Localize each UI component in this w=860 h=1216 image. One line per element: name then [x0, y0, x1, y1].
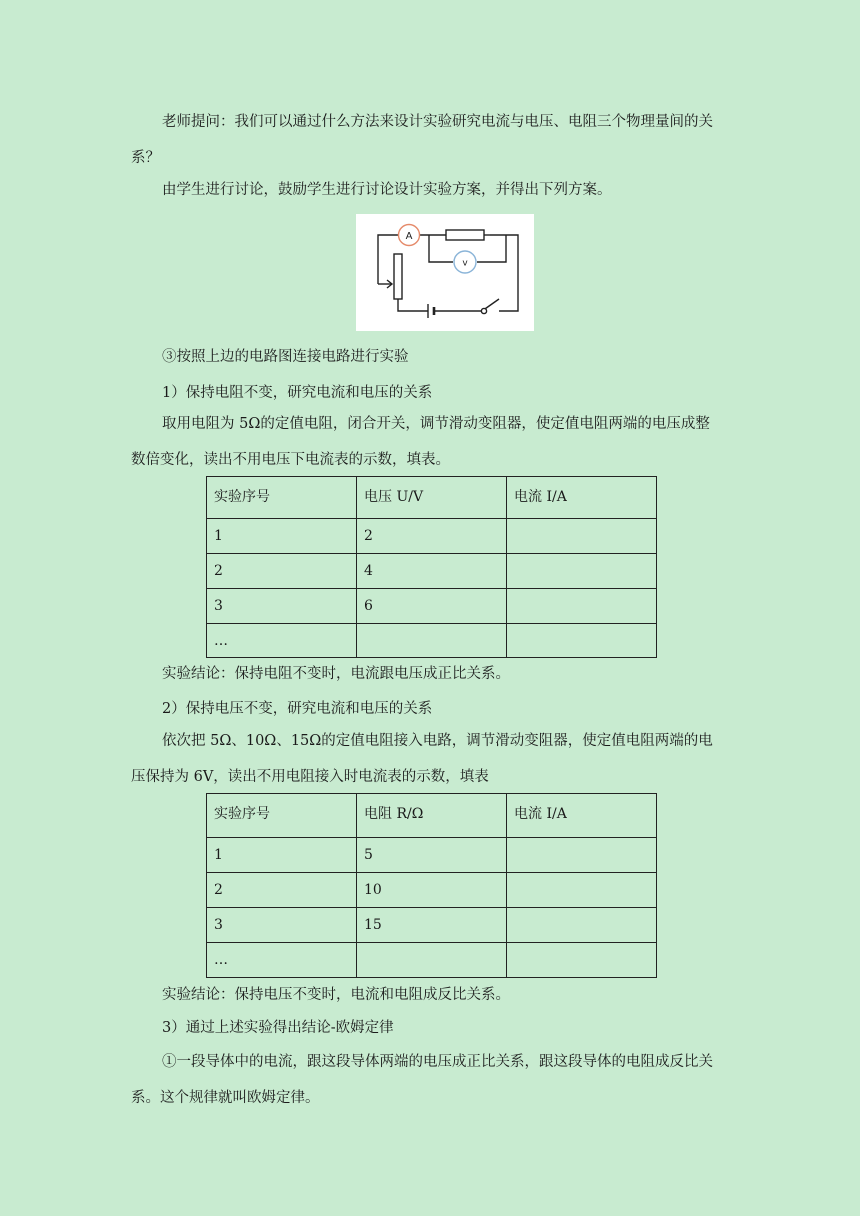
table-cell: 2 — [207, 873, 357, 908]
table-row — [207, 908, 657, 943]
table-header-cell: 电流 I/A — [507, 477, 657, 519]
table-row — [207, 873, 657, 908]
fixed-resistor — [446, 230, 484, 240]
paragraph-conclusion1: 实验结论：保持电阻不变时，电流跟电压成正比关系。 — [162, 666, 510, 682]
paragraph-ohms-law-cont: 系。这个规律就叫欧姆定律。 — [131, 1090, 320, 1106]
table-cell: 3 — [207, 908, 357, 943]
voltmeter-label: v — [462, 258, 468, 269]
table-header-cell: 电压 U/V — [357, 477, 507, 519]
circuit-diagram — [356, 214, 534, 331]
paragraph-question-cont: 系？ — [131, 150, 160, 166]
ammeter-label: A — [405, 231, 413, 242]
table-voltage-current — [206, 476, 657, 658]
wire-left — [378, 235, 399, 284]
table-cell: 1 — [207, 838, 357, 873]
paragraph-part1-method-cont: 数倍变化，读出不用电压下电流表的示数，填表。 — [131, 452, 450, 468]
paragraph-step3: ③按照上边的电路图连接电路进行实验 — [162, 349, 409, 365]
table-cell — [507, 873, 657, 908]
table-row — [207, 943, 657, 978]
paragraph-discussion: 由学生进行讨论，鼓励学生进行讨论设计实验方案，并得出下列方案。 — [162, 182, 612, 198]
wire-voltmeter-right — [477, 235, 506, 262]
paragraph-part1-method: 取用电阻为 5Ω的定值电阻，闭合开关，调节滑动变阻器，使定值电阻两端的电压成整 — [162, 416, 710, 432]
paragraph-ohms-law: ①一段导体中的电流，跟这段导体两端的电压成正比关系，跟这段导体的电阻成反比关 — [162, 1054, 713, 1070]
table-cell — [357, 624, 507, 658]
table-cell — [507, 519, 657, 554]
rheostat — [394, 254, 402, 299]
table-header-cell: 实验序号 — [207, 477, 357, 519]
table-cell — [507, 838, 657, 873]
paragraph-part2-method: 依次把 5Ω、10Ω、15Ω的定值电阻接入电路，调节滑动变阻器，使定值电阻两端的电 — [162, 733, 713, 749]
table-header-cell: 电流 I/A — [507, 794, 657, 838]
table-cell: 2 — [357, 519, 507, 554]
circuit-svg — [356, 214, 534, 331]
table-row — [207, 589, 657, 624]
table-resistance-current — [206, 793, 657, 978]
switch-pivot — [481, 308, 486, 313]
paragraph-question: 老师提问：我们可以通过什么方法来设计实验研究电流与电压、电阻三个物理量间的关 — [162, 114, 713, 130]
table-header-cell: 实验序号 — [207, 794, 357, 838]
paragraph-part3-title: 3）通过上述实验得出结论-欧姆定律 — [162, 1020, 394, 1036]
table-cell — [507, 554, 657, 589]
paragraph-conclusion2: 实验结论：保持电压不变时，电流和电阻成反比关系。 — [162, 987, 510, 1003]
table-cell: 6 — [357, 589, 507, 624]
table-header-row — [207, 794, 657, 838]
table-header-row — [207, 477, 657, 519]
wire-right — [490, 235, 518, 311]
paragraph-part2-method-cont: 压保持为 6V，读出不用电阻接入时电流表的示数，填表 — [131, 769, 489, 785]
table-cell — [507, 943, 657, 978]
table-cell — [507, 589, 657, 624]
wire-bottom-left — [398, 299, 428, 311]
table-header-cell: 电阻 R/Ω — [357, 794, 507, 838]
table-cell: … — [207, 624, 357, 658]
paragraph-part2-title: 2）保持电压不变，研究电流和电压的关系 — [162, 701, 433, 717]
wire-voltmeter-left — [429, 235, 453, 262]
table-cell: 5 — [357, 838, 507, 873]
table-cell: 3 — [207, 589, 357, 624]
table-row — [207, 519, 657, 554]
table-cell: 2 — [207, 554, 357, 589]
table-cell: … — [207, 943, 357, 978]
table-cell: 10 — [357, 873, 507, 908]
table-row — [207, 554, 657, 589]
table-row — [207, 838, 657, 873]
table-cell: 15 — [357, 908, 507, 943]
table-cell: 4 — [357, 554, 507, 589]
paragraph-part1-title: 1）保持电阻不变，研究电流和电压的关系 — [162, 385, 433, 401]
table-row — [207, 624, 657, 658]
table-cell — [357, 943, 507, 978]
table-cell — [507, 624, 657, 658]
table-cell — [507, 908, 657, 943]
table-cell: 1 — [207, 519, 357, 554]
